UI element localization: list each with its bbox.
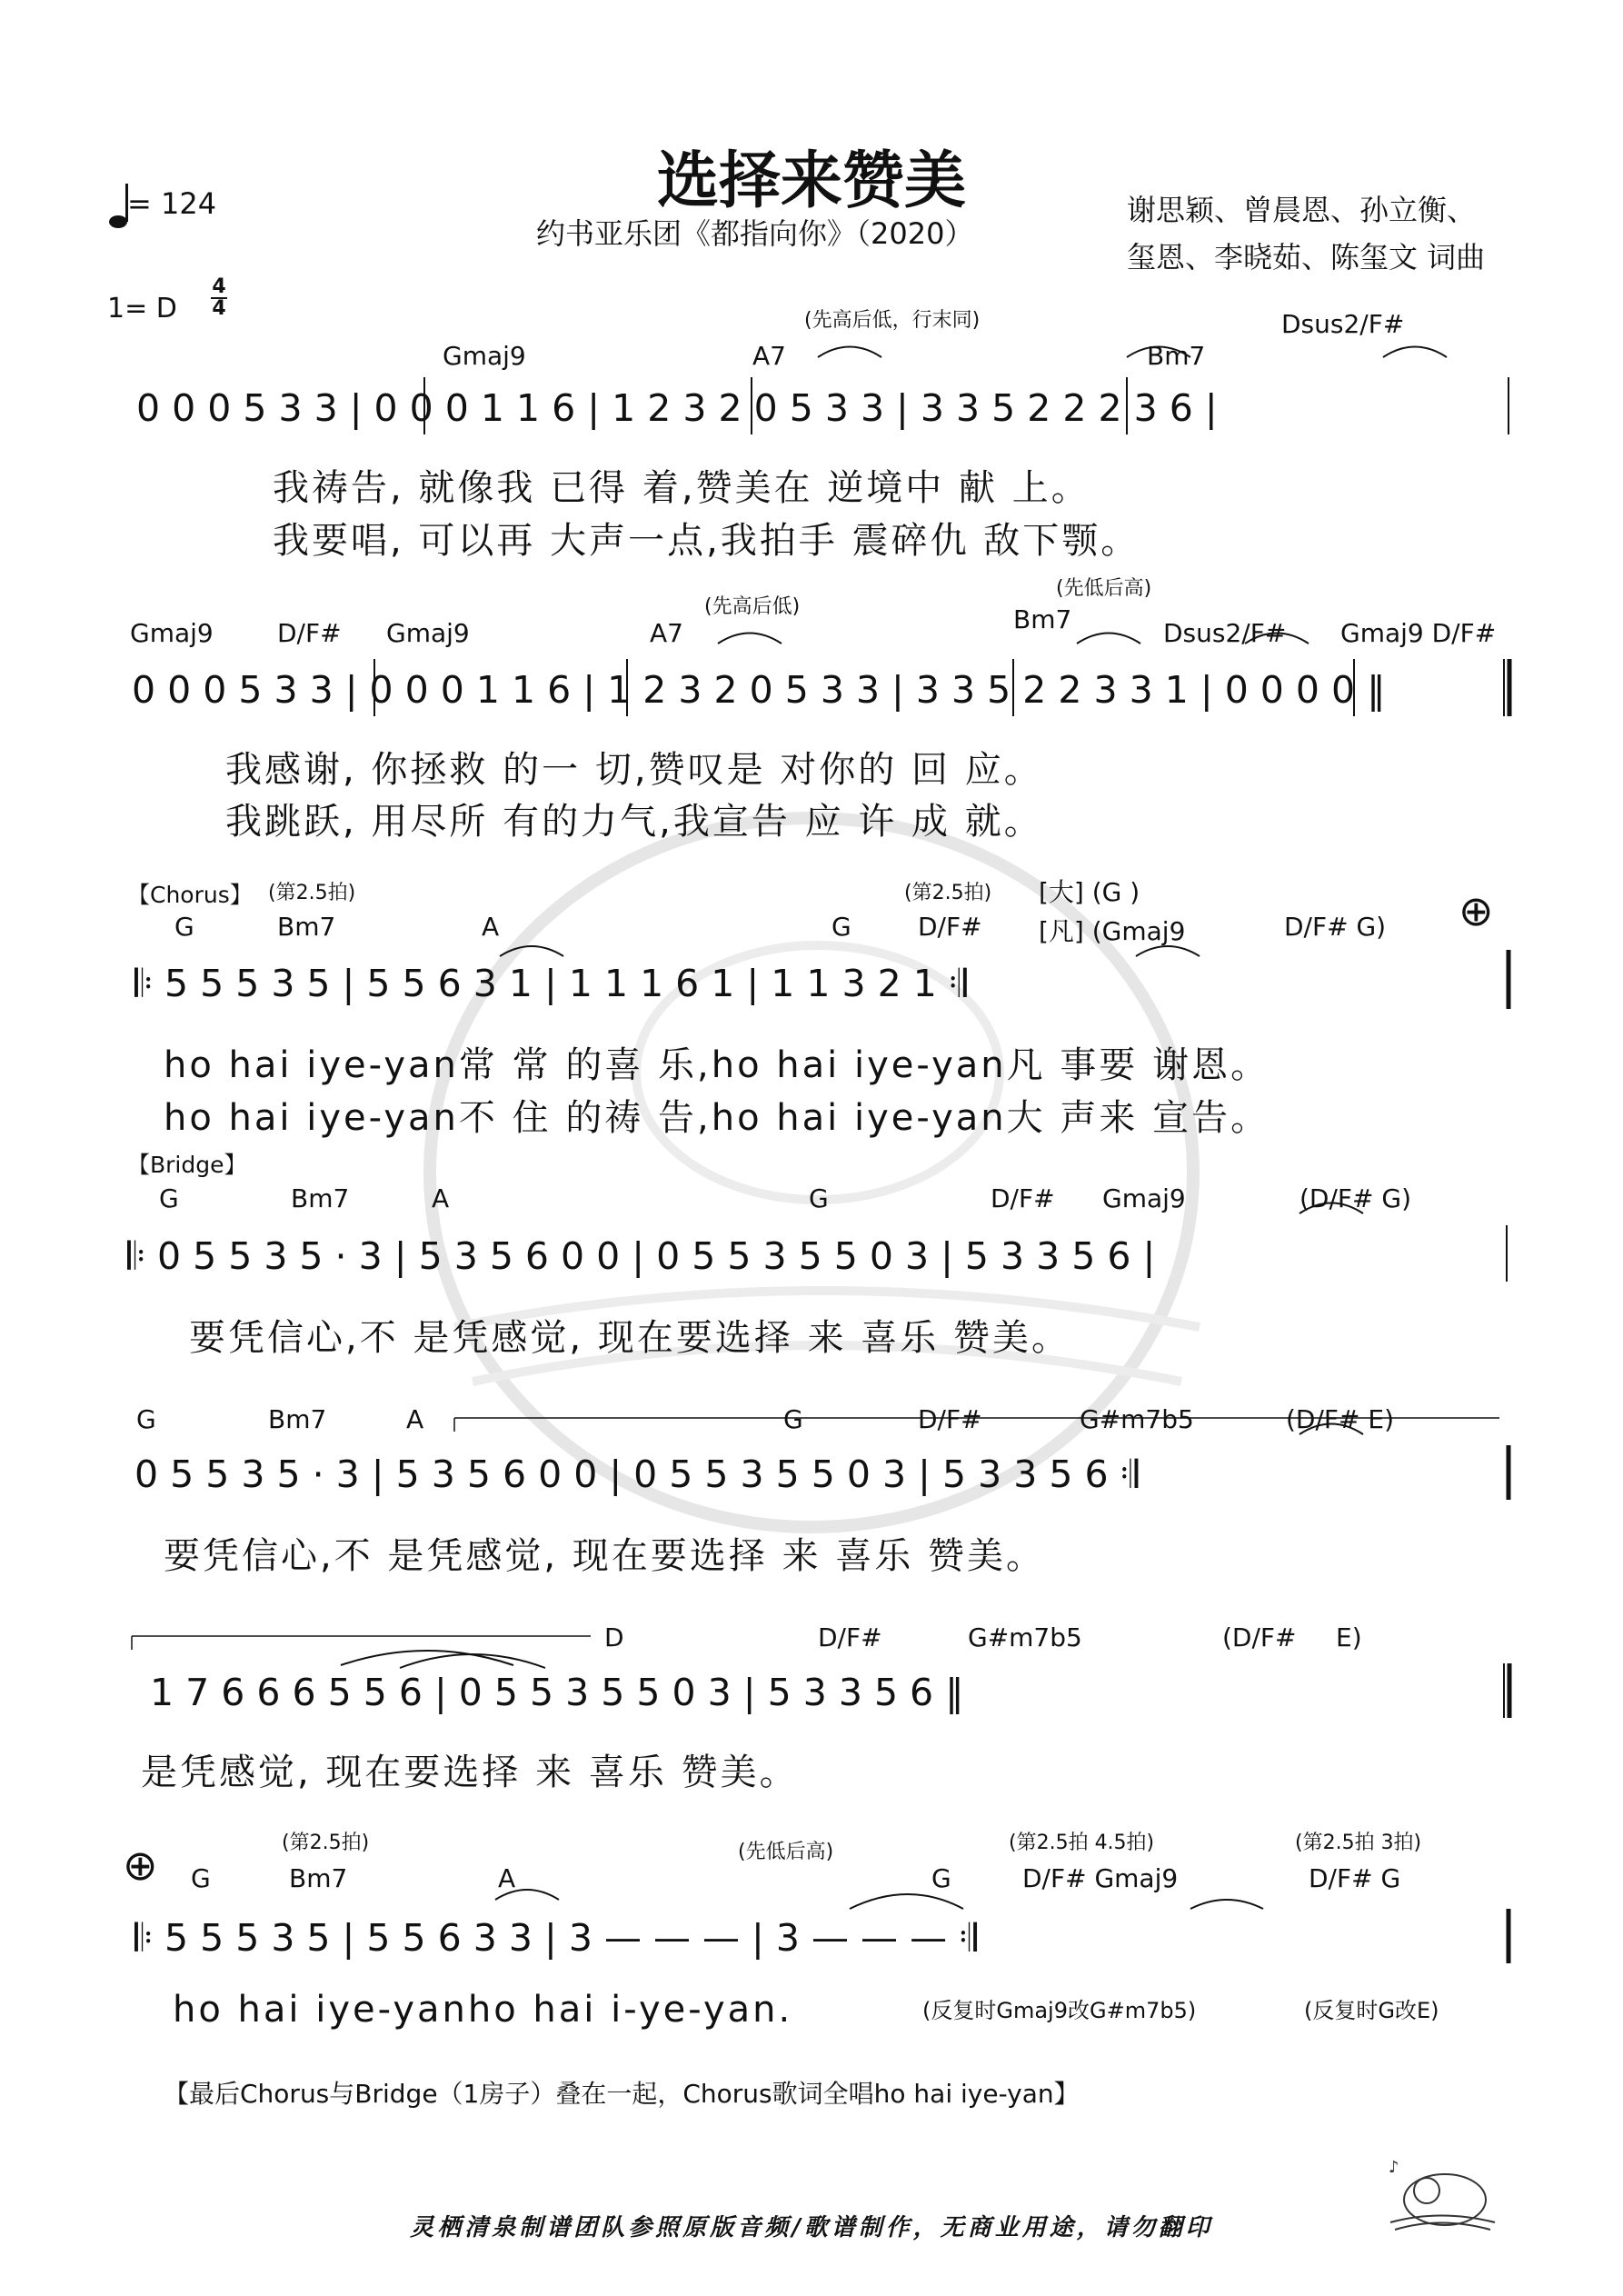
lyric-line: ho hai iye-yan不 住 的祷 告,ho hai iye-yan大 声来 宣告。 xyxy=(164,1097,1270,1139)
chord-symbol: G#m7b5 xyxy=(1080,1404,1194,1434)
notation-line: 0 0 0 5 3 3 | 0 0 0 1 1 6 | 1 2 3 2 0 5 3 3 | 3 3 5 2 2 3 3 1 | 0 0 0 0 ‖ xyxy=(132,668,1386,712)
section-label-bridge: 【Bridge】 xyxy=(127,1152,247,1178)
chord-symbol: D/F# G) xyxy=(1284,912,1387,942)
repeat-note: (反复时Gmaj9改G#m7b5) xyxy=(922,1998,1197,2023)
notation-line: 𝄆 5 5 5 3 5 | 5 5 6 3 3 | 3 — — — | 3 — — — 𝄇 xyxy=(134,1916,978,1960)
sheep-logo-icon xyxy=(1381,2150,1499,2240)
chord-symbol: D/F# xyxy=(818,1622,882,1652)
svg-text:♪: ♪ xyxy=(1389,2158,1399,2177)
chord-symbol: G xyxy=(191,1863,211,1893)
footnote: 【最后Chorus与Bridge（1房子）叠在一起，Chorus歌词全唱ho hai iye-yan】 xyxy=(164,2079,1080,2109)
chord-symbol: E) xyxy=(1336,1622,1362,1652)
time-signature-top: 4 xyxy=(212,275,226,298)
chord-symbol: D/F# Gmaj9 xyxy=(1022,1863,1179,1893)
lyric-line: 我感谢, 你拯救 的一 切,赞叹是 对你的 回 应。 xyxy=(225,749,1043,791)
song-title: 选择来赞美 xyxy=(656,145,966,217)
notation-line: 0 0 0 5 3 3 | 0 0 0 1 1 6 | 1 2 3 2 0 5 3 3 | 3 3 5 2 2 2 3 6 | xyxy=(136,386,1218,430)
coda-icon: ⊕ xyxy=(123,1841,158,1890)
annotation: (第2.5拍 3拍) xyxy=(1295,1832,1422,1854)
notation-line: 0 5 5 3 5 · 3 | 5 3 5 6 0 0 | 0 5 5 3 5 5 0 3 | 5 3 3 5 6 𝄇 xyxy=(134,1452,1139,1496)
chord-symbol: A xyxy=(432,1183,450,1213)
chord-symbol: A xyxy=(498,1863,516,1893)
lyric-line: ho hai iye-yan常 常 的喜 乐,ho hai iye-yan凡 事要 谢恩。 xyxy=(164,1044,1270,1086)
chord-symbol: (D/F# xyxy=(1222,1622,1297,1652)
annotation: (先高后低，行末同) xyxy=(804,309,981,332)
chord-symbol: (D/F# G) xyxy=(1299,1183,1412,1213)
section-label-chorus: 【Chorus】 xyxy=(127,882,253,908)
coda-icon: ⊕ xyxy=(1459,886,1494,935)
chord-symbol: Gmaj9 xyxy=(130,618,214,648)
notation-line: 𝄆 5 5 5 3 5 | 5 5 6 3 1 | 1 1 1 6 1 | 1 1 3 2 1 𝄇 xyxy=(134,962,967,1005)
chord-symbol: G xyxy=(831,912,851,942)
chord-symbol: A7 xyxy=(650,618,683,648)
chord-symbol: (D/F# E) xyxy=(1286,1404,1394,1434)
chord-symbol: D/F# xyxy=(918,1404,982,1434)
chord-symbol: [大] (G ) xyxy=(1039,877,1140,907)
annotation: (第2.5拍 4.5拍) xyxy=(1009,1832,1155,1854)
chord-symbol: G xyxy=(136,1404,156,1434)
chord-symbol: G xyxy=(931,1863,951,1893)
chord-symbol: Gmaj9 xyxy=(386,618,470,648)
annotation: (先高后低) xyxy=(704,595,801,618)
chord-symbol: A xyxy=(406,1404,424,1434)
chord-symbol: D/F# G xyxy=(1309,1863,1401,1893)
chord-symbol: [凡] (Gmaj9 xyxy=(1039,916,1186,946)
key-signature: 1= D xyxy=(107,293,177,324)
chord-symbol: D xyxy=(604,1622,624,1652)
notation-line: 𝄆 0 5 5 3 5 · 3 | 5 3 5 6 0 0 | 0 5 5 3 5 5 0 3 | 5 3 3 5 6 | xyxy=(127,1234,1156,1278)
lyric-line: 我跳跃, 用尽所 有的力气,我宣告 应 许 成 就。 xyxy=(225,801,1043,843)
chord-symbol: Gmaj9 xyxy=(1102,1183,1186,1213)
lyric-line: 我祷告, 就像我 已得 着,赞美在 逆境中 献 上。 xyxy=(273,467,1090,509)
notation-line: 1 7 6 6 6 5 5 6 | 0 5 5 3 5 5 0 3 | 5 3 3 5 6 ‖ xyxy=(150,1671,964,1714)
lyric-line: 要凭信心,不 是凭感觉, 现在要选择 来 喜乐 赞美。 xyxy=(189,1317,1071,1359)
lyric-line: 要凭信心,不 是凭感觉, 现在要选择 来 喜乐 赞美。 xyxy=(164,1535,1046,1577)
repeat-note: (反复时G改E) xyxy=(1304,1998,1439,2023)
chord-symbol: G xyxy=(783,1404,803,1434)
chord-symbol: G xyxy=(159,1183,179,1213)
chord-symbol: D/F# xyxy=(991,1183,1055,1213)
annotation: (第2.5拍) xyxy=(268,882,356,904)
chord-symbol: G#m7b5 xyxy=(968,1622,1082,1652)
tempo-marking: = 124 xyxy=(127,186,217,221)
time-signature-bottom: 4 xyxy=(212,297,226,320)
lyric-line: ho hai iye-yanho hai i-ye-yan. xyxy=(173,1989,793,2031)
chord-symbol: D/F# xyxy=(277,618,342,648)
chord-symbol: Bm7 xyxy=(289,1863,348,1893)
annotation: (第2.5拍) xyxy=(282,1832,370,1854)
copyright-footer: 灵栖清泉制谱团队参照原版音频/歌谱制作，无商业用途，请勿翻印 xyxy=(410,2214,1213,2241)
song-authors: 谢思颖、曾晨恩、孙立衡、 玺恩、李晓茹、陈玺文 词曲 xyxy=(1127,193,1486,275)
lyric-line: 我要唱, 可以再 大声一点,我拍手 震碎仇 敌下颚。 xyxy=(273,520,1140,562)
chord-symbol: A xyxy=(482,912,500,942)
chord-symbol: Bm7 xyxy=(1147,341,1206,371)
song-subtitle: 约书亚乐团《都指向你》（2020） xyxy=(536,216,974,251)
chord-symbol: Dsus2/F# xyxy=(1281,309,1405,339)
chord-symbol: D/F# xyxy=(918,912,982,942)
chord-symbol: Gmaj9 D/F# xyxy=(1340,618,1497,648)
lyric-line: 是凭感觉, 现在要选择 来 喜乐 赞美。 xyxy=(141,1752,799,1793)
chord-symbol: Bm7 xyxy=(291,1183,350,1213)
chord-symbol: Bm7 xyxy=(277,912,336,942)
annotation: (第2.5拍) xyxy=(904,882,992,904)
chord-symbol: Bm7 xyxy=(268,1404,327,1434)
chord-symbol: G xyxy=(809,1183,829,1213)
annotation: (先低后高) xyxy=(1056,577,1152,600)
annotation: (先低后高) xyxy=(738,1841,834,1863)
chord-symbol: A7 xyxy=(752,341,786,371)
chord-symbol: G xyxy=(174,912,194,942)
chord-symbol: Gmaj9 xyxy=(443,341,526,371)
chord-symbol: Bm7 xyxy=(1013,604,1072,634)
chord-symbol: Dsus2/F# xyxy=(1163,618,1287,648)
